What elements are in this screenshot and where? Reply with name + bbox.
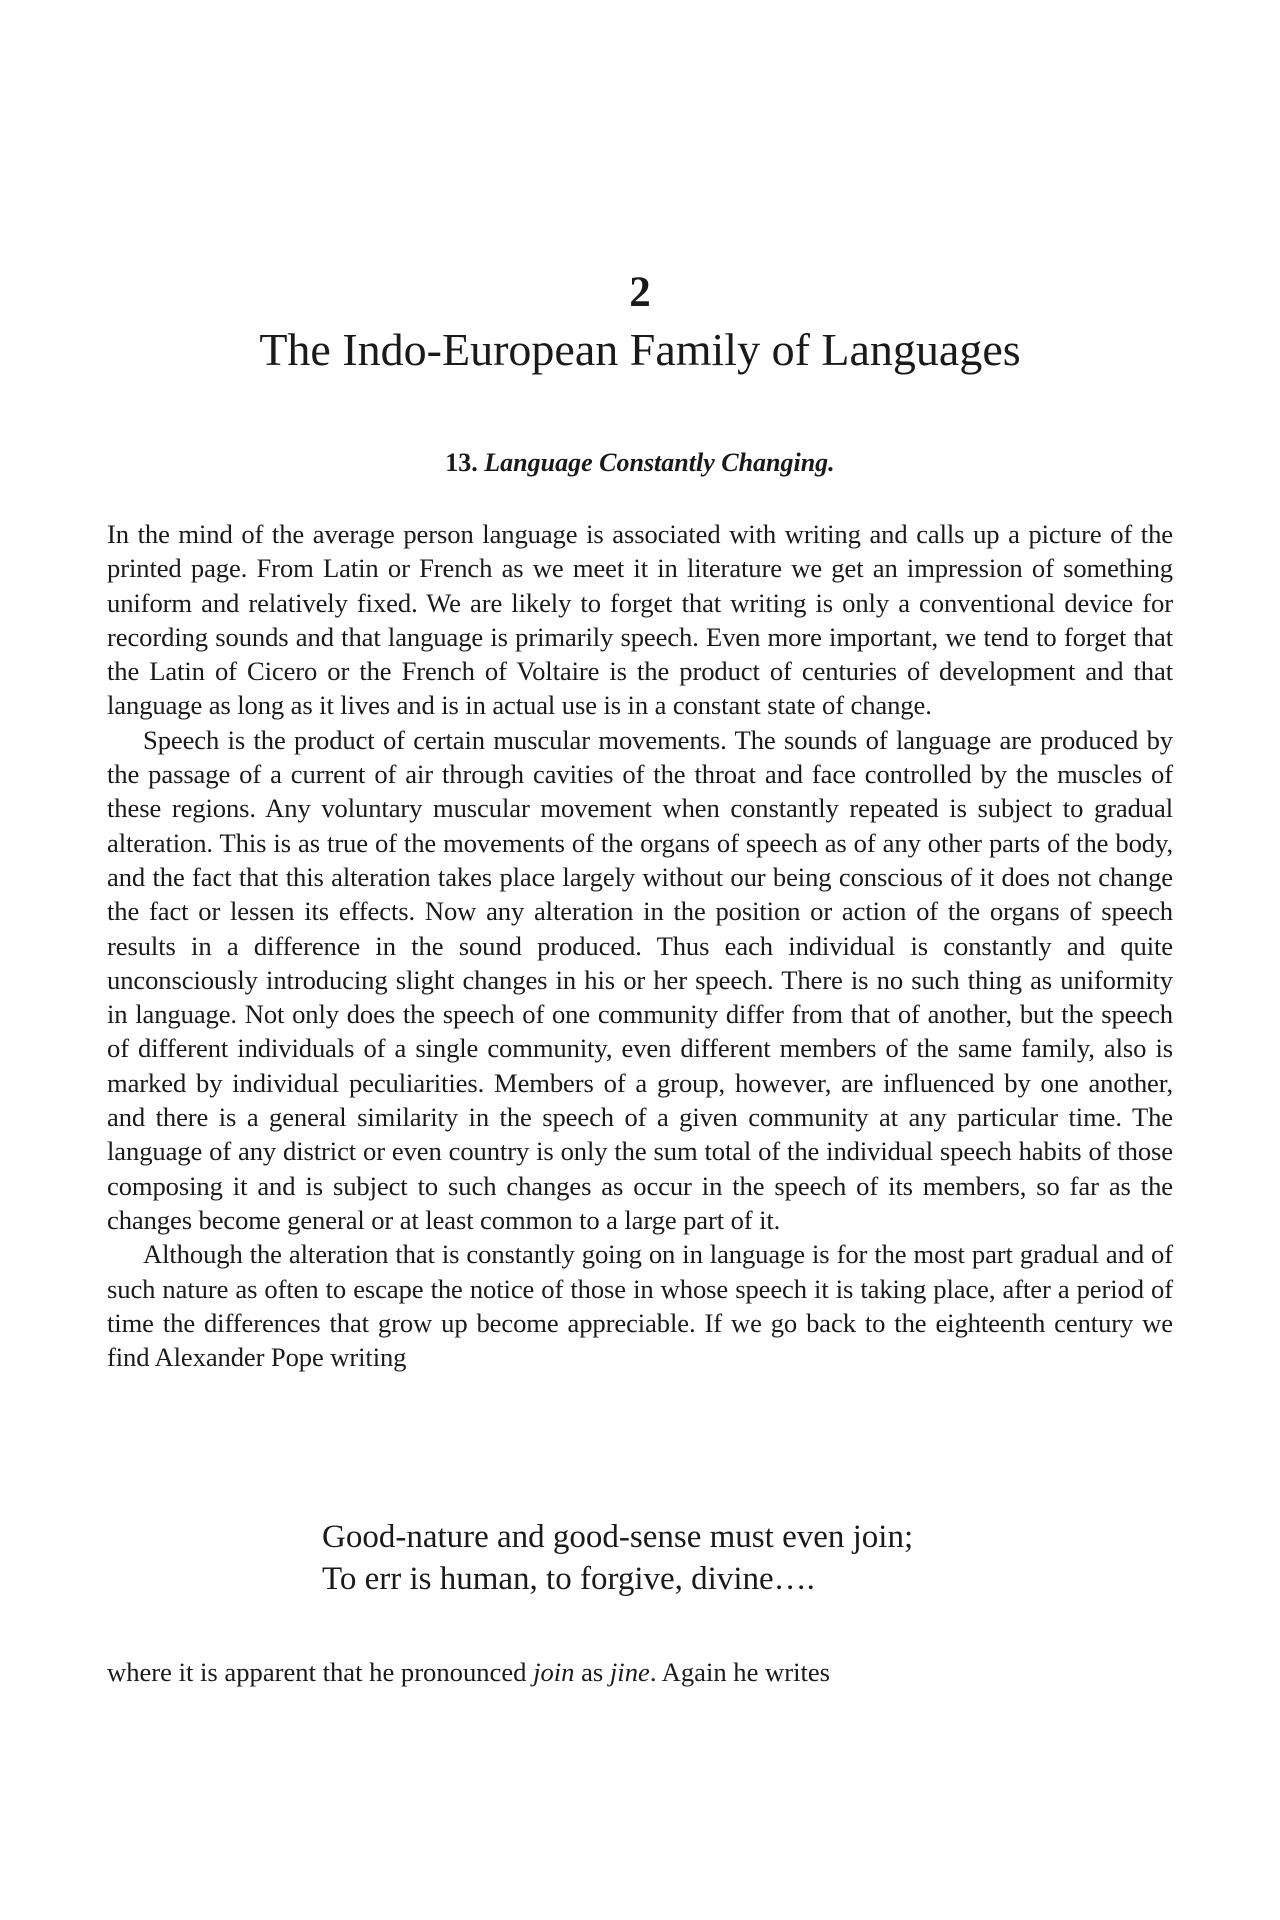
body-text bbox=[107, 517, 1173, 1374]
paragraph-continuation bbox=[107, 1655, 1173, 1689]
paragraph-1: In the mind of the average person language is associated with writing and calls up a picture of the printed page. From Latin or French as we meet it in literature we get an impression of something uniform and relatively fixed. We are likely to forget that writing is only a conventional device for recording sounds and that language is primarily speech. Even more important, we tend to forget that the Latin of Cicero or the French of Voltaire is the product of centuries of development and that language as long as it lives and is in actual use is in a constant state of change. bbox=[107, 519, 1173, 721]
word-join: join bbox=[533, 1657, 575, 1687]
verse-line-1: Good-nature and good-sense must even join; bbox=[322, 1519, 914, 1555]
section-title: Language Constantly Changing. bbox=[484, 448, 835, 477]
continuation-text-start: where it is apparent that he pronounced bbox=[107, 1657, 534, 1687]
paragraph-2: Speech is the product of certain muscular movements. The sounds of language are produced by the passage of a current of air through cavities of the throat and face controlled by the muscles of these regions. Any voluntary muscular movement when constantly repeated is subject to gradual alteration. This is as true of the movements of the organs of speech as of any other parts of the body, and the fact that this alteration takes place largely without our being conscious of it does not change the fact or lessen its effects. Now any alteration in the position or action of the organs of speech results in a difference in the sound produced. Thus each individual is constantly and quite unconsciously introducing slight changes in his or her speech. There is no such thing as uniformity in language. Not only does the speech of one community differ from that of another, but the speech of different individuals of a single community, even different members of the same family, also is marked by individual peculiarities. Members of a group, however, are influenced by one another, and there is a general similarity in the speech of a given community at any particular time. The language of any district or even country is only the sum total of the individual speech habits of those composing it and is subject to such changes as occur in the speech of its members, so far as the changes become general or at least common to a large part of it. bbox=[107, 724, 1173, 1235]
chapter-number: 2 bbox=[629, 269, 651, 316]
continuation-text-middle: as bbox=[574, 1657, 610, 1687]
section-heading bbox=[107, 446, 1173, 480]
continuation-text-end: . Again he writes bbox=[649, 1657, 831, 1687]
chapter-title: The Indo-European Family of Languages bbox=[259, 324, 1021, 375]
word-jine: jine bbox=[609, 1657, 650, 1687]
section-number: 13. bbox=[445, 448, 478, 477]
paragraph-3: Although the alteration that is constantly going on in language is for the most part gradual and of such nature as often to escape the notice of those in whose speech it is taking place, after a period of time the differences that grow up become appreciable. If we go back to the eighteenth century we find Alexander Pope writing bbox=[107, 1239, 1173, 1373]
verse-quotation bbox=[322, 1516, 1122, 1600]
verse-line-2: To err is human, to forgive, divine…. bbox=[322, 1561, 815, 1597]
